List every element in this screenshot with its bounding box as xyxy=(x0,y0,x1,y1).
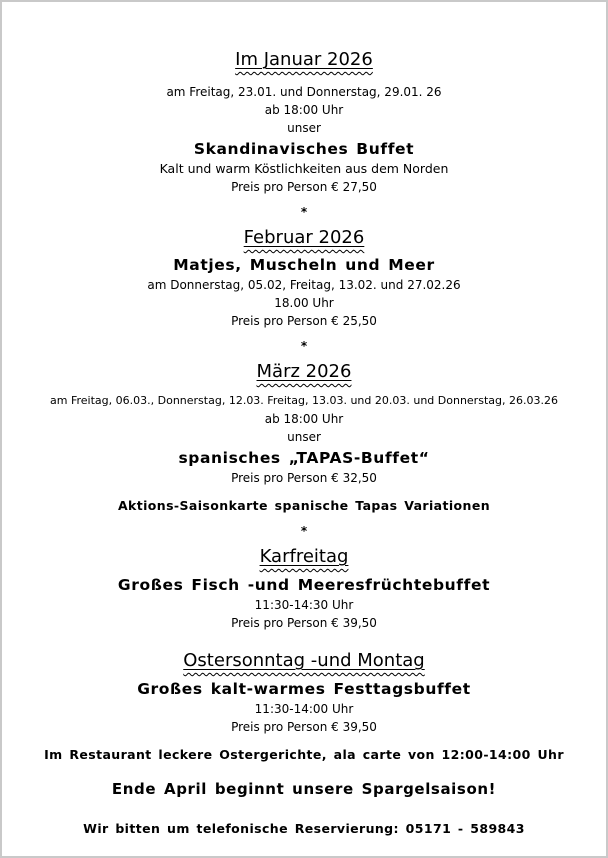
buffet-title-ostern: Großes kalt-warmes Festtagsbuffet xyxy=(137,680,471,698)
section-heading-text: Karfreitag xyxy=(259,546,349,567)
footer-notes xyxy=(20,746,588,838)
heading-underline xyxy=(260,546,349,567)
section-januar xyxy=(20,48,588,196)
separator-star: * xyxy=(300,205,308,219)
event-time-januar: ab 18:00 Uhr xyxy=(264,103,344,117)
intro-word-maerz: unser xyxy=(287,430,321,444)
event-dates-februar: am Donnerstag, 05.02, Freitag, 13.02. und 27.02.26 xyxy=(147,278,461,292)
aktions-note: Aktions-Saisonkarte spanische Tapas Variationen xyxy=(117,498,491,513)
separator-star: * xyxy=(300,339,308,353)
section-ostern xyxy=(20,649,588,736)
price-line-januar: Preis pro Person € 27,50 xyxy=(231,180,377,194)
buffet-title-januar: Skandinavisches Buffet xyxy=(193,140,415,158)
buffet-title-karfreitag: Großes Fisch -und Meeresfrüchtebuffet xyxy=(117,576,491,594)
section-heading-text: Februar 2026 xyxy=(243,227,365,248)
section-karfreitag xyxy=(20,545,588,632)
section-heading-januar xyxy=(20,48,588,72)
heading-underline xyxy=(183,650,424,671)
section-heading-text: Im Januar 2026 xyxy=(235,49,373,70)
price-line-karfreitag: Preis pro Person € 39,50 xyxy=(231,616,377,630)
event-time-februar: 18.00 Uhr xyxy=(274,296,334,310)
heading-underline xyxy=(244,227,365,248)
section-heading-ostern xyxy=(20,649,588,673)
section-heading-maerz xyxy=(20,360,588,384)
separator-star: * xyxy=(300,524,308,538)
price-line-ostern: Preis pro Person € 39,50 xyxy=(231,720,377,734)
event-time-ostern: 11:30-14:00 Uhr xyxy=(254,702,354,716)
heading-underline xyxy=(257,361,352,382)
event-dates-januar: am Freitag, 23.01. und Donnerstag, 29.01. 26 xyxy=(166,85,442,99)
event-time-karfreitag: 11:30-14:30 Uhr xyxy=(254,598,354,612)
section-februar xyxy=(20,226,588,330)
price-line-maerz: Preis pro Person € 32,50 xyxy=(231,471,377,485)
section-maerz xyxy=(20,360,588,515)
section-heading-text: Ostersonntag -und Montag xyxy=(183,650,425,671)
buffet-title-maerz: spanisches „TAPAS-Buffet“ xyxy=(178,449,430,467)
intro-word-januar: unser xyxy=(287,121,321,135)
section-heading-text: März 2026 xyxy=(256,361,352,382)
buffet-description-januar: Kalt und warm Köstlichkeiten aus dem Norden xyxy=(159,161,449,176)
section-heading-karfreitag xyxy=(20,545,588,569)
heading-underline xyxy=(235,49,373,70)
price-line-februar: Preis pro Person € 25,50 xyxy=(231,314,377,328)
event-time-maerz: ab 18:00 Uhr xyxy=(264,412,344,426)
reservation-note: Wir bitten um telefonische Reservierung: 05171 - 589843 xyxy=(83,821,525,836)
buffet-title-februar: Matjes, Muscheln und Meer xyxy=(173,256,435,274)
event-dates-maerz: am Freitag, 06.03., Donnerstag, 12.03. Freitag, 13.03. und 20.03. und Donnerstag, 26.03.26 xyxy=(50,394,558,407)
season-announcement: Ende April beginnt unsere Spargelsaison! xyxy=(111,780,497,798)
restaurant-note: Im Restaurant leckere Ostergerichte, ala carte von 12:00-14:00 Uhr xyxy=(44,747,564,762)
section-heading-februar xyxy=(20,226,588,250)
